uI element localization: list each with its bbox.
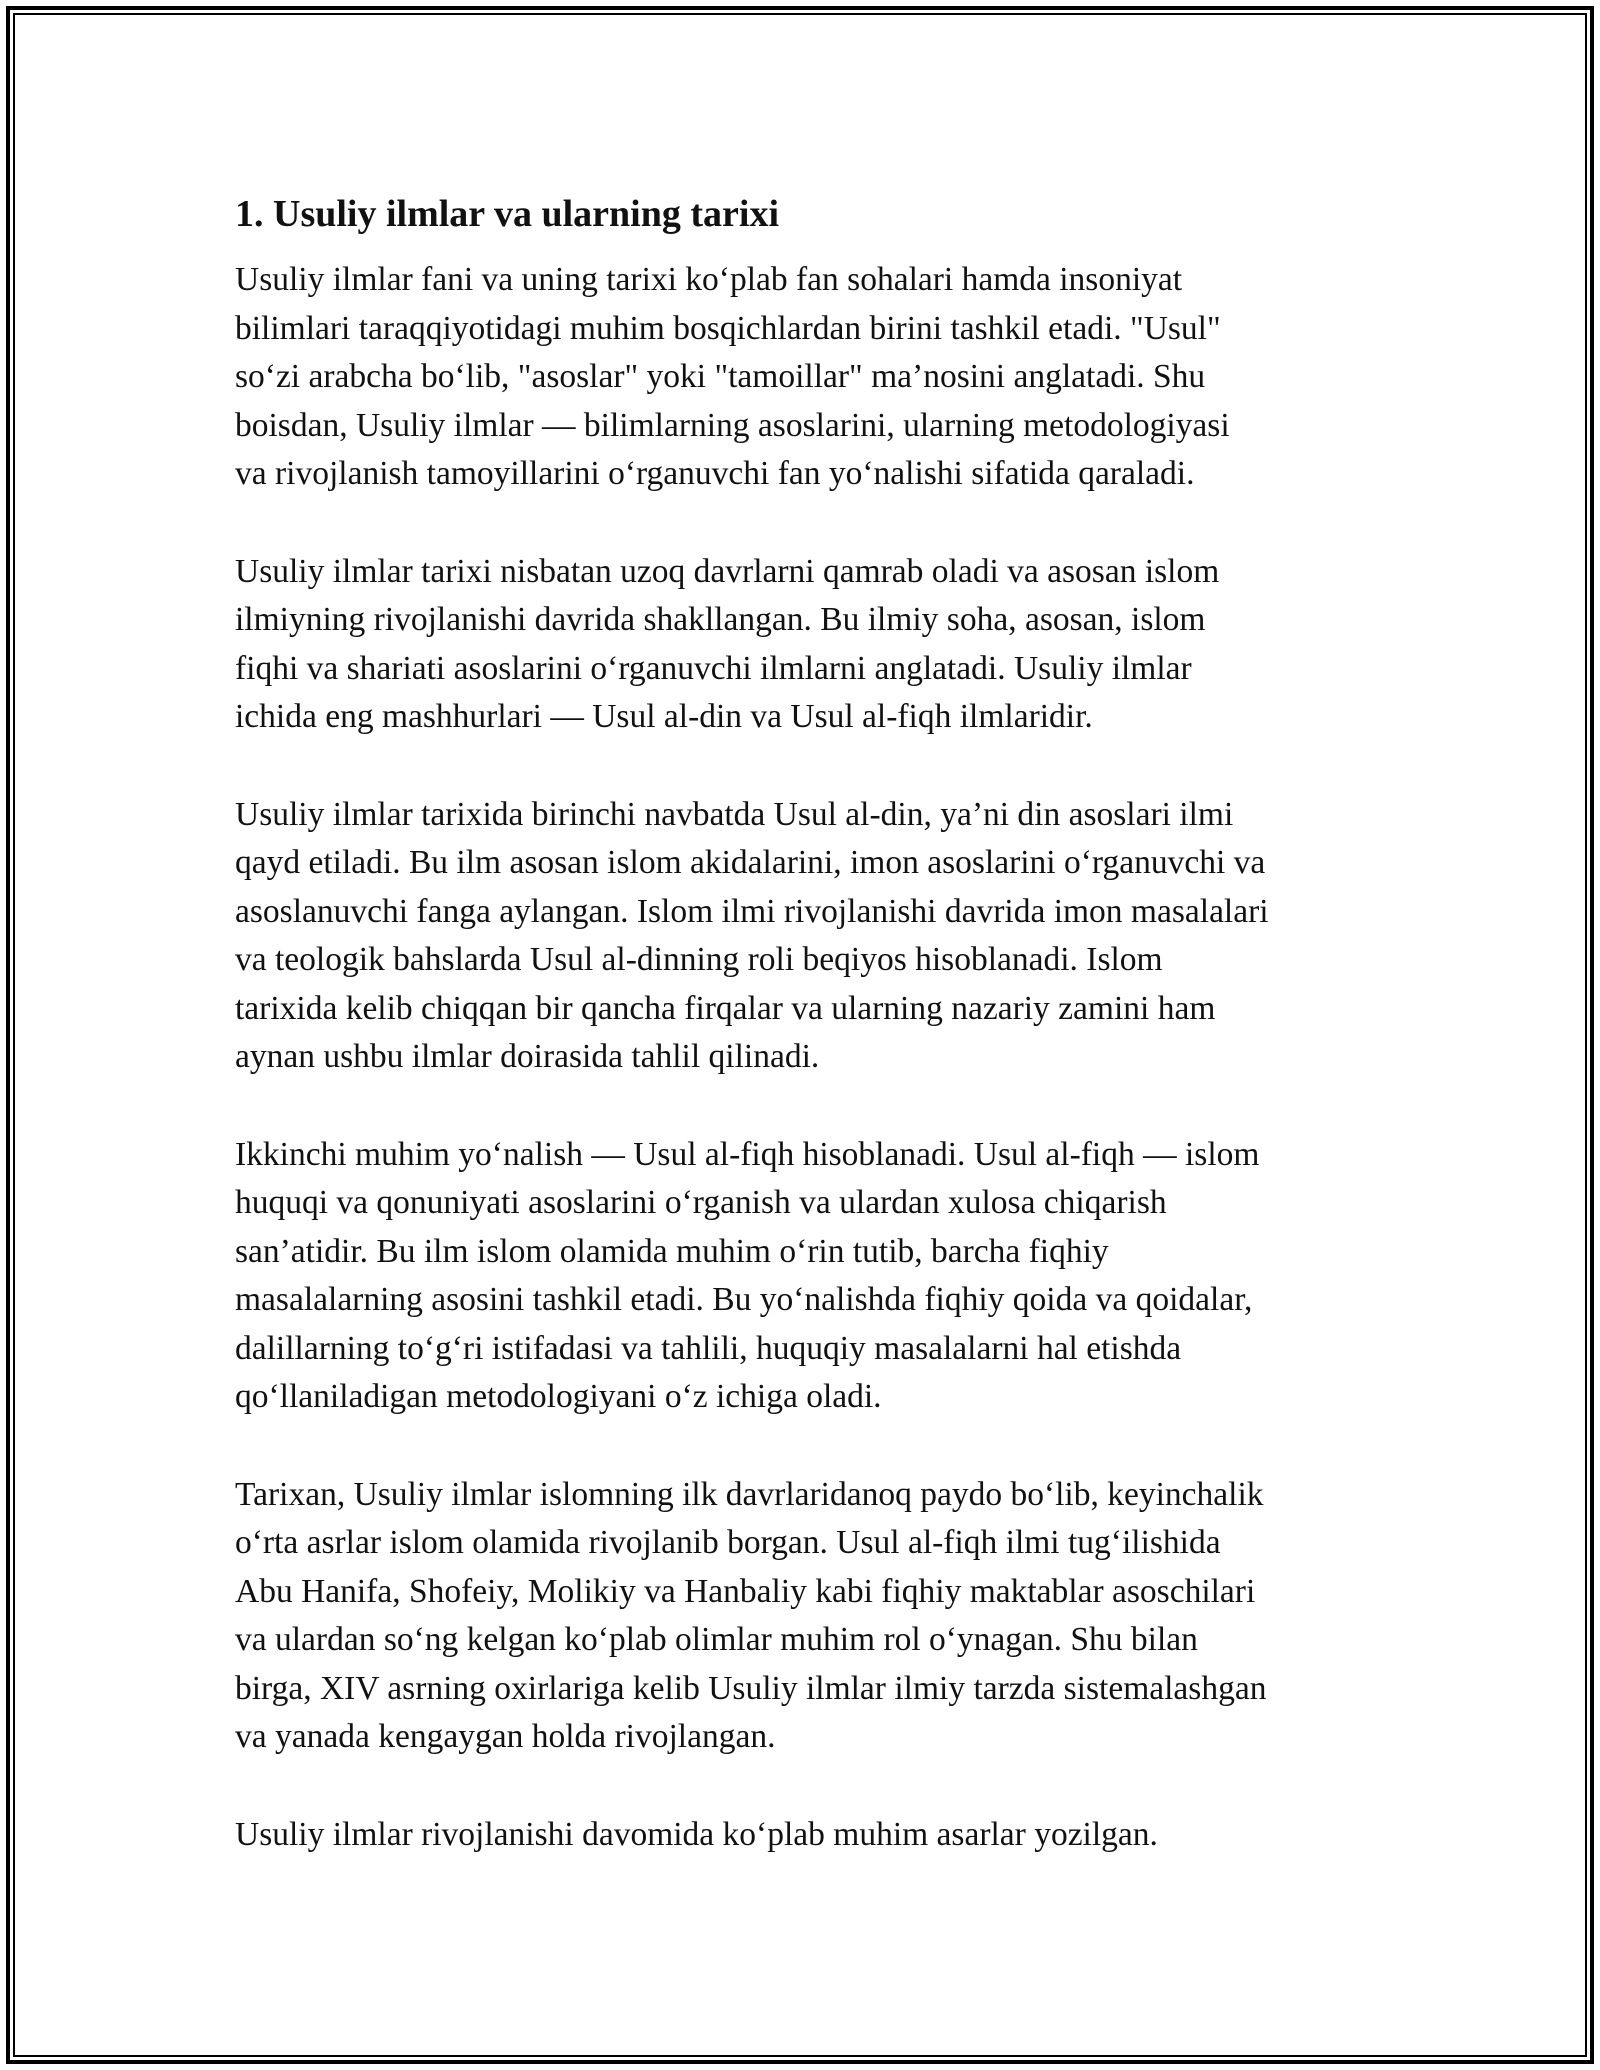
document-title: 1. Usuliy ilmlar va ularning tarixi (235, 193, 780, 235)
document-body (235, 188, 1405, 1908)
paragraph-closing: Usuliy ilmlar rivojlanishi davomida ko‘plab muhim asarlar yozilgan. (235, 1815, 1158, 1853)
paragraph-history: Usuliy ilmlar tarixi nisbatan uzoq davrlarni qamrab oladi va asosan islom ilmiyning rivojlanishi davrida shakllangan. Bu ilmiy soha, asosan, islom fiqhi va shariati asoslarini o‘rganuvchi ilmlarni anglatadi. Usuliy ilmlar ichida eng mashhurlari — Usul al-din va Usul al-fiqh ilmlaridir. (235, 552, 1220, 735)
paragraph-historical-development: Tarixan, Usuliy ilmlar islomning ilk davrlaridanoq paydo bo‘lib, keyinchalik o‘rta asrlar islom olamida rivojlanib borgan. Usul al-fiqh ilmi tug‘ilishida Abu Hanifa, Shofeiy, Molikiy va Hanbaliy kabi fiqhiy maktablar asoschilari va ulardan so‘ng kelgan ko‘plab olimlar muhim rol o‘ynagan. Shu bilan birga, XIV asrning oxirlariga kelib Usuliy ilmlar ilmiy tarzda sistemalashgan va yanada kengaygan holda rivojlangan. (235, 1475, 1267, 1755)
paragraph-usul-al-din: Usuliy ilmlar tarixida birinchi navbatda Usul al-din, ya’ni din asoslari ilmi qayd etiladi. Bu ilm asosan islom akidalarini, imon asoslarini o‘rganuvchi va asoslanuvchi fanga aylangan. Islom ilmi rivojlanishi davrida imon masalalari va teologik bahslarda Usul al-dinning roli beqiyos hisoblanadi. Islom tarixida kelib chiqqan bir qancha firqalar va ularning nazariy zamini ham aynan ushbu ilmlar doirasida tahlil qilinadi. (235, 795, 1269, 1075)
paragraph-usul-al-fiqh: Ikkinchi muhim yo‘nalish — Usul al-fiqh hisoblanadi. Usul al-fiqh — islom huquqi va qonuniyati asoslarini o‘rganish va ulardan xulosa chiqarish san’atidir. Bu ilm islom olamida muhim o‘rin tutib, barcha fiqhiy masalalarning asosini tashkil etadi. Bu yo‘nalishda fiqhiy qoida va qoidalar, dalillarning to‘g‘ri istifadasi va tahlili, huquqiy masalalarni hal etishda qo‘llaniladigan metodologiyani o‘z ichiga oladi. (235, 1135, 1260, 1415)
paragraph-intro: Usuliy ilmlar fani va uning tarixi ko‘plab fan sohalari hamda insoniyat bilimlari taraqqiyotidagi muhim bosqichlardan birini tashkil etadi. "Usul" so‘zi arabcha bo‘lib, "asoslar" yoki "tamoillar" ma’nosini anglatadi. Shu boisdan, Usuliy ilmlar — bilimlarning asoslarini, ularning metodologiyasi va rivojlanish tamoyillarini o‘rganuvchi fan yo‘nalishi sifatida qaraladi. (235, 261, 1230, 492)
